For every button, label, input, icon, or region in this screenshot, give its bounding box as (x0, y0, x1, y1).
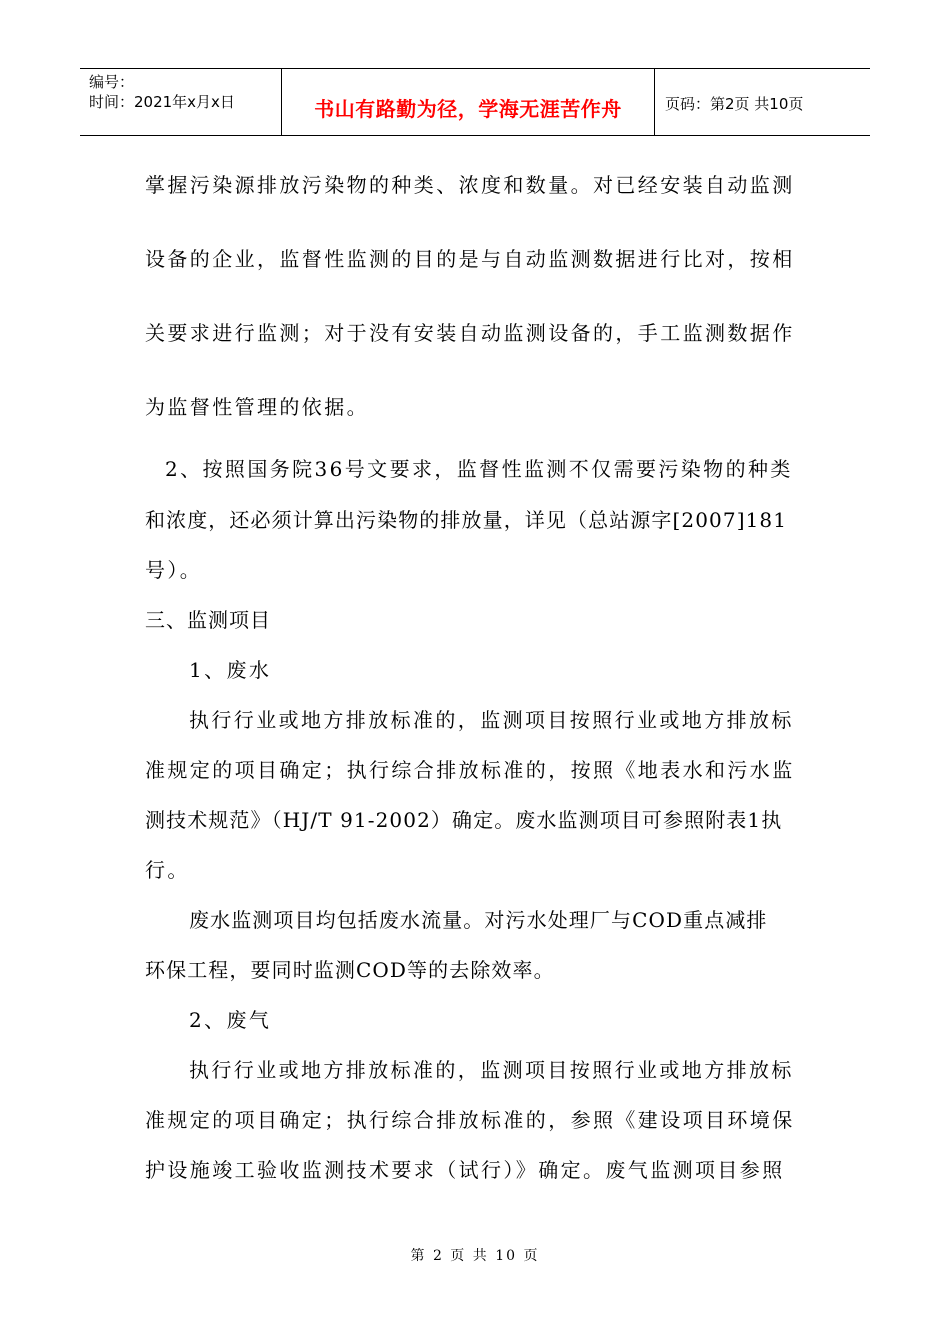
header-page-number: 页码：第2页 共10页 (665, 95, 804, 113)
text-line: 测技术规范》（HJ/T 91-2002）确定。废水监测项目可参照附表1执 (145, 808, 783, 832)
header-motto-cell (282, 69, 655, 135)
text-line: 废水监测项目均包括废水流量。对污水处理厂与COD重点减排 (189, 908, 768, 932)
section-heading: 三、监测项目 (145, 608, 271, 632)
text-line: 环保工程，要同时监测COD等的去除效率。 (145, 958, 555, 982)
text-line: 护设施竣工验收监测技术要求（试行）》确定。废气监测项目参照 (145, 1158, 785, 1182)
text-line: 执行行业或地方排放标准的，监测项目按照行业或地方排放标 (189, 708, 794, 732)
text-line: 为监督性管理的依据。 (145, 395, 369, 419)
text-line: 设备的企业，监督性监测的目的是与自动监测数据进行比对，按相 (145, 247, 795, 271)
header-meta (80, 69, 282, 135)
subsection-heading: 2、废气 (189, 1008, 272, 1032)
text-line: 掌握污染源排放污染物的种类、浓度和数量。对已经安装自动监测 (145, 173, 795, 197)
code-label: 编号： (89, 73, 135, 91)
text-line: 号）。 (145, 558, 203, 582)
text-line: 2、按照国务院36号文要求，监督性监测不仅需要污染物的种类 (165, 457, 793, 481)
text-line: 行。 (145, 858, 190, 882)
header-page-cell (655, 69, 870, 135)
text-line: 和浓度，还必须计算出污染物的排放量，详见（总站源字[2007]181 (145, 508, 788, 532)
subsection-heading: 1、废水 (189, 658, 272, 682)
header-motto: 书山有路勤为径，学海无涯苦作舟 (314, 97, 622, 121)
text-line: 准规定的项目确定；执行综合排放标准的，按照《地表水和污水监 (145, 758, 795, 782)
page-header (80, 68, 870, 136)
text-line: 准规定的项目确定；执行综合排放标准的，参照《建设项目环境保 (145, 1108, 795, 1132)
date-label: 时间：2021年x月x日 (89, 93, 235, 111)
page-footer: 第 2 页 共 10 页 (410, 1248, 540, 1264)
text-line: 执行行业或地方排放标准的，监测项目按照行业或地方排放标 (189, 1058, 794, 1082)
text-line: 关要求进行监测；对于没有安装自动监测设备的，手工监测数据作 (145, 321, 795, 345)
